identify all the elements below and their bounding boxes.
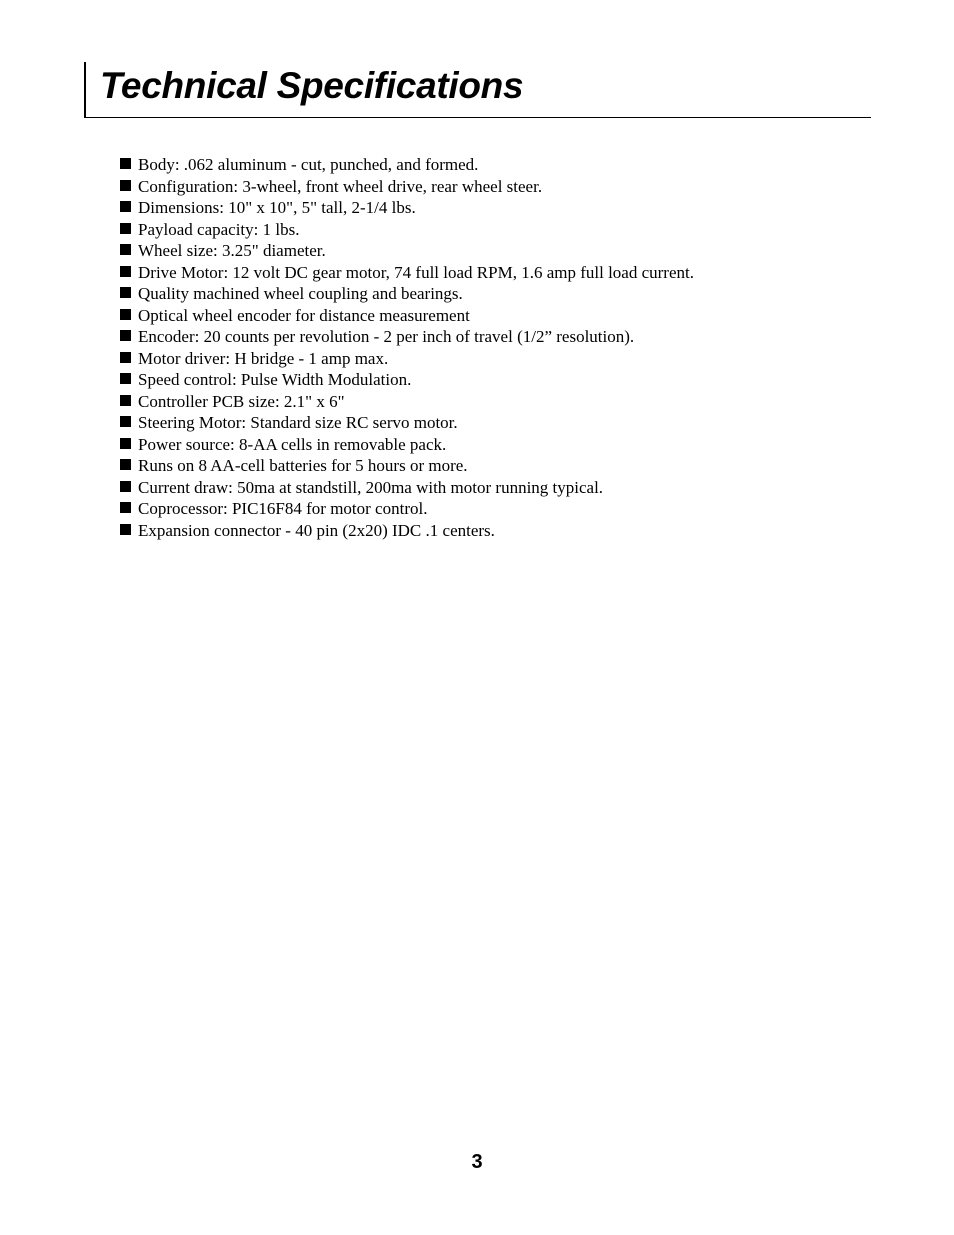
list-item <box>120 197 694 219</box>
square-bullet-icon <box>120 395 131 406</box>
square-bullet-icon <box>120 524 131 535</box>
list-item <box>120 520 694 542</box>
spec-text: Coprocessor: PIC16F84 for motor control. <box>138 499 428 518</box>
square-bullet-icon <box>120 352 131 363</box>
list-item <box>120 348 694 370</box>
square-bullet-icon <box>120 180 131 191</box>
spec-text: Payload capacity: 1 lbs. <box>138 219 300 239</box>
spec-text: Expansion connector - 40 pin (2x20) IDC .1 centers. <box>138 520 495 540</box>
list-item <box>120 283 694 305</box>
list-item <box>120 498 694 520</box>
spec-text: Body: .062 aluminum - cut, punched, and formed. <box>138 155 479 174</box>
list-item <box>120 434 694 456</box>
page-header <box>84 62 871 118</box>
list-item <box>120 391 694 413</box>
square-bullet-icon <box>120 373 131 384</box>
spec-text: Steering Motor: Standard size RC servo motor. <box>138 413 458 432</box>
square-bullet-icon <box>120 201 131 212</box>
square-bullet-icon <box>120 459 131 470</box>
spec-text: Motor driver: H bridge - 1 amp max. <box>138 348 389 368</box>
spec-text: Drive Motor: 12 volt DC gear motor, 74 full load RPM, 1.6 amp full load current. <box>138 262 694 282</box>
spec-text: Controller PCB size: 2.1" x 6" <box>138 391 345 411</box>
list-item <box>120 176 694 198</box>
square-bullet-icon <box>120 330 131 341</box>
spec-text: Power source: 8-AA cells in removable pack. <box>138 434 447 454</box>
spec-text: Wheel size: 3.25" diameter. <box>138 241 326 260</box>
list-item <box>120 154 694 176</box>
square-bullet-icon <box>120 416 131 427</box>
spec-text: Speed control: Pulse Width Modulation. <box>138 370 412 389</box>
list-item <box>120 412 694 434</box>
list-item <box>120 326 694 348</box>
list-item <box>120 262 694 284</box>
square-bullet-icon <box>120 502 131 513</box>
square-bullet-icon <box>120 438 131 449</box>
spec-text: Configuration: 3-wheel, front wheel drive, rear wheel steer. <box>138 176 543 196</box>
square-bullet-icon <box>120 287 131 298</box>
square-bullet-icon <box>120 223 131 234</box>
square-bullet-icon <box>120 158 131 169</box>
square-bullet-icon <box>120 309 131 320</box>
square-bullet-icon <box>120 266 131 277</box>
page-number: 3 <box>471 1151 483 1173</box>
spec-text: Optical wheel encoder for distance measurement <box>138 305 470 325</box>
list-item <box>120 305 694 327</box>
spec-text: Runs on 8 AA-cell batteries for 5 hours or more. <box>138 456 468 475</box>
square-bullet-icon <box>120 481 131 492</box>
page-title: Technical Specifications <box>100 65 524 106</box>
spec-text: Encoder: 20 counts per revolution - 2 per inch of travel (1/2” resolution). <box>138 327 635 346</box>
spec-text: Quality machined wheel coupling and bearings. <box>138 284 463 303</box>
spec-list <box>120 154 694 541</box>
list-item <box>120 455 694 477</box>
list-item <box>120 369 694 391</box>
spec-text: Dimensions: 10" x 10", 5" tall, 2-1/4 lbs. <box>138 198 416 217</box>
list-item <box>120 219 694 241</box>
list-item <box>120 477 694 499</box>
spec-text: Current draw: 50ma at standstill, 200ma with motor running typical. <box>138 477 604 497</box>
list-item <box>120 240 694 262</box>
square-bullet-icon <box>120 244 131 255</box>
